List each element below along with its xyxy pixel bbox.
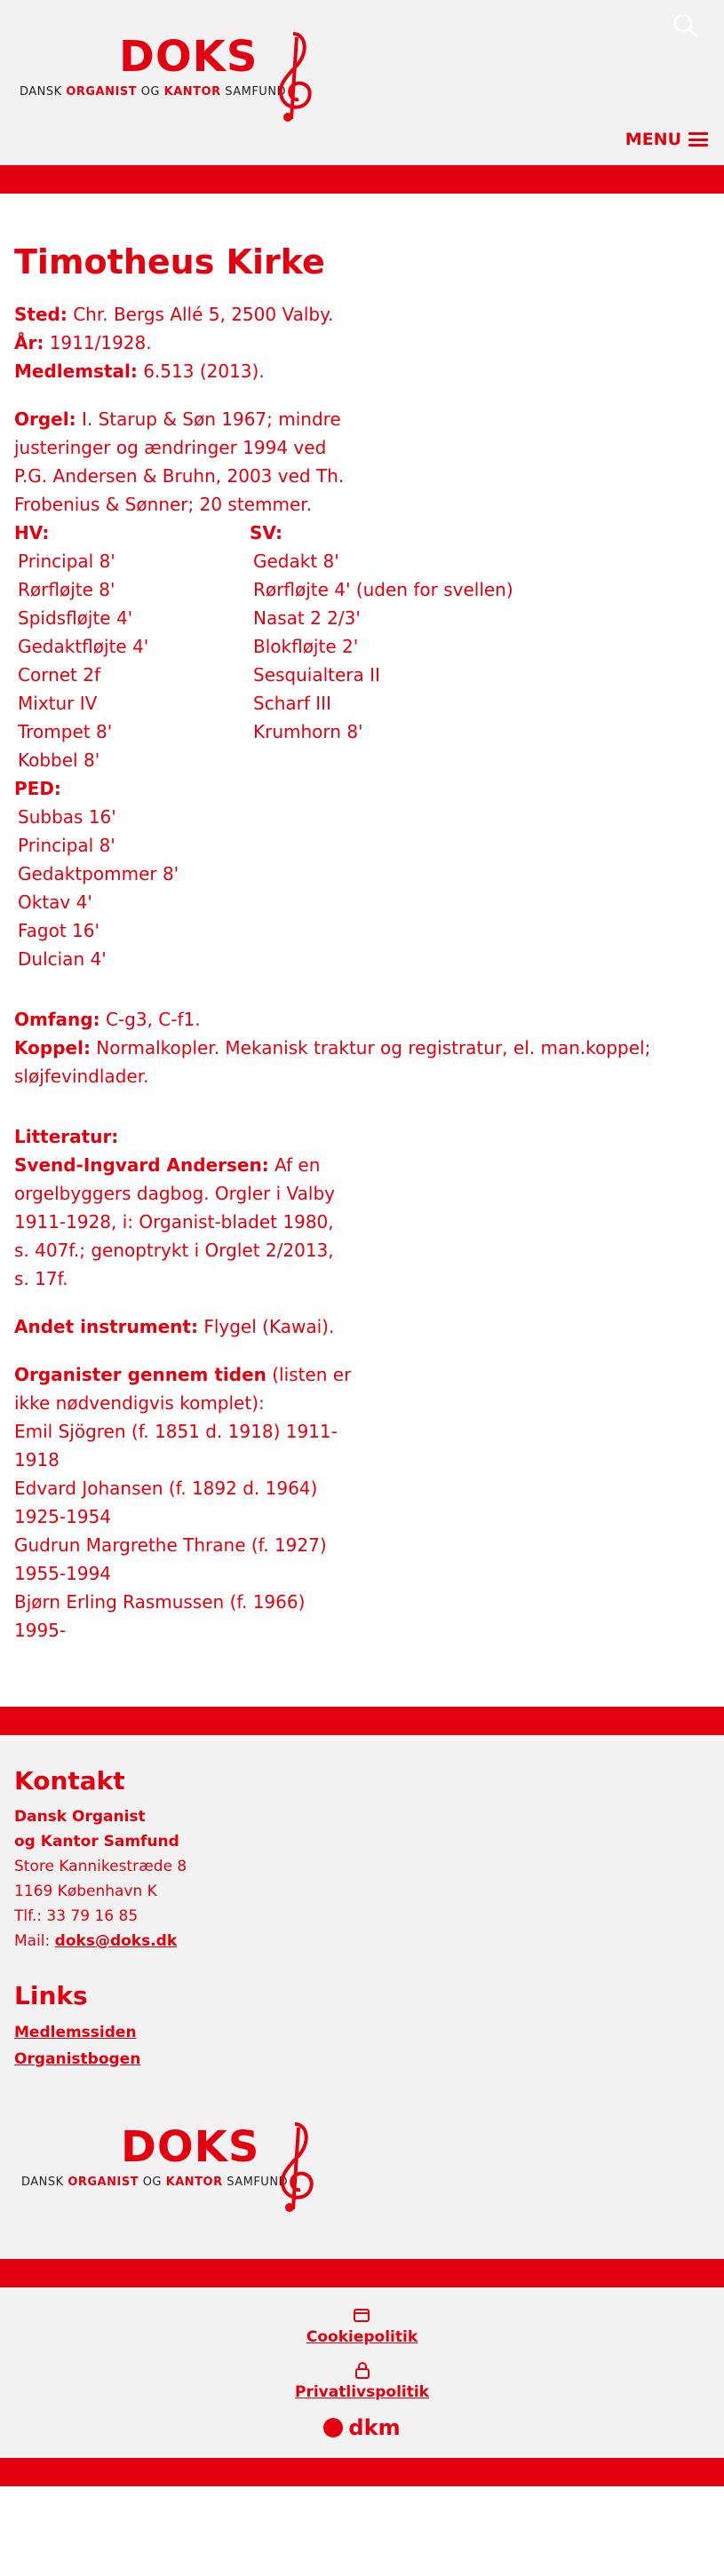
logo-tag-part: DANSK xyxy=(20,85,67,99)
stop-item: Fagot 16' xyxy=(18,919,100,941)
medlemstal-line xyxy=(14,357,710,385)
organister-label: Organister gennem tiden xyxy=(14,1363,267,1385)
footer-links xyxy=(14,2019,710,2073)
org-name-line1: Dansk Organist xyxy=(14,1807,146,1826)
stop-item: Sesquialtera II xyxy=(253,663,380,686)
sted-label: Sted: xyxy=(14,303,68,325)
organister-heading xyxy=(14,1360,352,1417)
logo-tag-part: ORGANIST xyxy=(68,2175,139,2189)
logo-tag-part: OG xyxy=(139,2175,166,2189)
organist-item: Bjørn Erling Rasmussen (f. 1966) 1995- xyxy=(14,1590,306,1641)
logo-word: DOKS xyxy=(121,2121,260,2172)
footer-red-bar xyxy=(0,1707,724,1735)
logo-tag-part: SAMFUND xyxy=(220,85,287,99)
hamburger-icon xyxy=(688,132,708,147)
stop-item: Gedaktfløjte 4' xyxy=(18,635,149,657)
privatlivspolitik-link[interactable]: Privatlivspolitik xyxy=(295,2382,429,2401)
orgel-description xyxy=(14,405,352,519)
city-address: 1169 København K xyxy=(14,1882,157,1900)
disposition xyxy=(14,519,710,973)
koppel-line xyxy=(14,1034,707,1090)
litteratur-heading: Litteratur: xyxy=(14,1125,119,1147)
menu-button[interactable] xyxy=(625,130,708,149)
mail-link[interactable]: doks@doks.dk xyxy=(54,1931,178,1950)
stop-item: Nasat 2 2/3' xyxy=(253,606,361,629)
org-name-line2: og Kantor Samfund xyxy=(14,1832,179,1851)
andet-instrument-line xyxy=(14,1312,352,1341)
logo-tag-part: KANTOR xyxy=(163,85,221,99)
stop-item: Trompet 8' xyxy=(18,720,113,742)
contact-block xyxy=(14,1804,710,1954)
stop-item: Principal 8' xyxy=(18,834,115,856)
organist-item: Emil Sjögren (f. 1851 d. 1918) 1911-1918 xyxy=(14,1420,338,1470)
lock-icon xyxy=(353,2360,372,2380)
organister-intro: (listen er ikke nødvendigvis komplet): xyxy=(14,1363,352,1414)
sted-value: Chr. Bergs Allé 5, 2500 Valby. xyxy=(67,303,334,325)
logo-word: DOKS xyxy=(119,32,259,82)
search-icon[interactable] xyxy=(672,12,699,39)
logo-tag-part: ORGANIST xyxy=(66,85,138,99)
header-red-bar xyxy=(0,165,724,194)
aar-value: 1911/1928. xyxy=(44,331,152,353)
street-address: Store Kannikestræde 8 xyxy=(14,1857,187,1875)
litteratur-author: Svend-Ingvard Andersen: xyxy=(14,1153,269,1176)
site-header xyxy=(0,0,724,165)
stop-item: Gedaktpommer 8' xyxy=(18,862,179,884)
hv-label: HV: xyxy=(14,521,50,543)
final-red-bar xyxy=(0,2458,724,2486)
organist-item: Edvard Johansen (f. 1892 d. 1964) 1925-1954 xyxy=(14,1477,318,1527)
medlemstal-value: 6.513 (2013). xyxy=(137,360,265,382)
stop-item: Blokfløjte 2' xyxy=(253,635,359,657)
treble-clef-icon xyxy=(263,2120,327,2213)
stop-item: Oktav 4' xyxy=(18,891,92,913)
omfang-value: C-g3, C-f1. xyxy=(99,1008,201,1030)
stop-item: Principal 8' xyxy=(18,550,115,572)
link-medlemssiden[interactable]: Medlemssiden xyxy=(14,2023,137,2041)
aar-line xyxy=(14,329,710,357)
mail-label: Mail: xyxy=(14,1931,55,1950)
koppel-label: Koppel: xyxy=(14,1036,91,1058)
stop-item: Cornet 2f xyxy=(18,663,101,686)
stop-item: Spidsfløjte 4' xyxy=(18,606,133,629)
orgel-label: Orgel: xyxy=(14,408,76,430)
koppel-value: Normalkopler. Mekanisk traktur og registratur, el. man.koppel; sløjfevindlader. xyxy=(14,1036,651,1087)
doks-logo[interactable] xyxy=(20,32,339,133)
site-footer xyxy=(0,1735,724,2259)
dkm-dot-icon xyxy=(323,2418,343,2437)
page-title: Timotheus Kirke xyxy=(14,242,325,281)
sv-label: SV: xyxy=(250,521,282,543)
bottom-red-bar xyxy=(0,2259,724,2287)
stop-item: Mixtur IV xyxy=(18,692,98,714)
main-content xyxy=(0,194,724,1671)
stop-item: Scharf III xyxy=(253,692,331,714)
menu-label: MENU xyxy=(625,130,681,149)
treble-clef-icon xyxy=(261,30,325,123)
litteratur-label xyxy=(14,1122,352,1151)
omfang-line xyxy=(14,1005,707,1034)
logo-tagline xyxy=(21,2176,288,2189)
logo-tag-part: OG xyxy=(137,85,164,99)
stop-item: Dulcian 4' xyxy=(18,947,107,970)
bottom-links xyxy=(0,2287,724,2458)
dkm-logo[interactable] xyxy=(323,2415,400,2440)
aar-label: År: xyxy=(14,331,44,353)
cookie-icon xyxy=(352,2305,371,2325)
stop-item: Subbas 16' xyxy=(18,805,116,828)
litteratur-text: Af en orgelbyggers dagbog. Orgler i Valby 1911-1928, i: Organist-bladet 1980, s. 407f.; genoptrykt i Orglet 2/2013, s. 17f. xyxy=(14,1153,336,1289)
organist-item: Gudrun Margrethe Thrane (f. 1927) 1955-1994 xyxy=(14,1534,327,1584)
stop-item: Krumhorn 8' xyxy=(253,720,363,742)
andet-label: Andet instrument: xyxy=(14,1315,198,1337)
footer-doks-logo[interactable] xyxy=(21,2121,341,2223)
litteratur-entry xyxy=(14,1151,352,1293)
phone-number: Tlf.: 33 79 16 85 xyxy=(14,1906,139,1925)
orgel-value: I. Starup & Søn 1967; mindre justeringer og ændringer 1994 ved P.G. Andersen & Bruhn, 2003 ved Th. Frobenius & Sønner; 20 stemmer. xyxy=(14,408,345,515)
medlemstal-label: Medlemstal: xyxy=(14,360,138,382)
mail-line xyxy=(14,1929,710,1954)
sted-line xyxy=(14,300,710,329)
logo-tag-part: DANSK xyxy=(21,2175,68,2189)
sv-column xyxy=(250,519,513,973)
stop-item: Rørfløjte 4' (uden for svellen) xyxy=(253,578,513,600)
logo-tag-part: SAMFUND xyxy=(222,2175,289,2189)
stop-item: Kobbel 8' xyxy=(18,749,100,771)
omfang-label: Omfang: xyxy=(14,1008,100,1030)
ped-label: PED: xyxy=(14,777,61,799)
stop-item: Gedakt 8' xyxy=(253,550,339,572)
link-organistbogen[interactable]: Organistbogen xyxy=(14,2049,141,2068)
dkm-text: dkm xyxy=(348,2414,401,2440)
privacy-block xyxy=(295,2360,429,2401)
logo-tag-part: KANTOR xyxy=(165,2175,223,2189)
kontakt-title: Kontakt xyxy=(14,1765,125,1795)
andet-value: Flygel (Kawai). xyxy=(197,1315,335,1337)
cookiepolitik-link[interactable]: Cookiepolitik xyxy=(306,2327,418,2346)
links-title: Links xyxy=(14,1980,88,2010)
cookie-block xyxy=(306,2305,418,2346)
stop-item: Rørfløjte 8' xyxy=(18,578,115,600)
hv-column xyxy=(14,519,250,973)
logo-tagline xyxy=(20,85,286,99)
